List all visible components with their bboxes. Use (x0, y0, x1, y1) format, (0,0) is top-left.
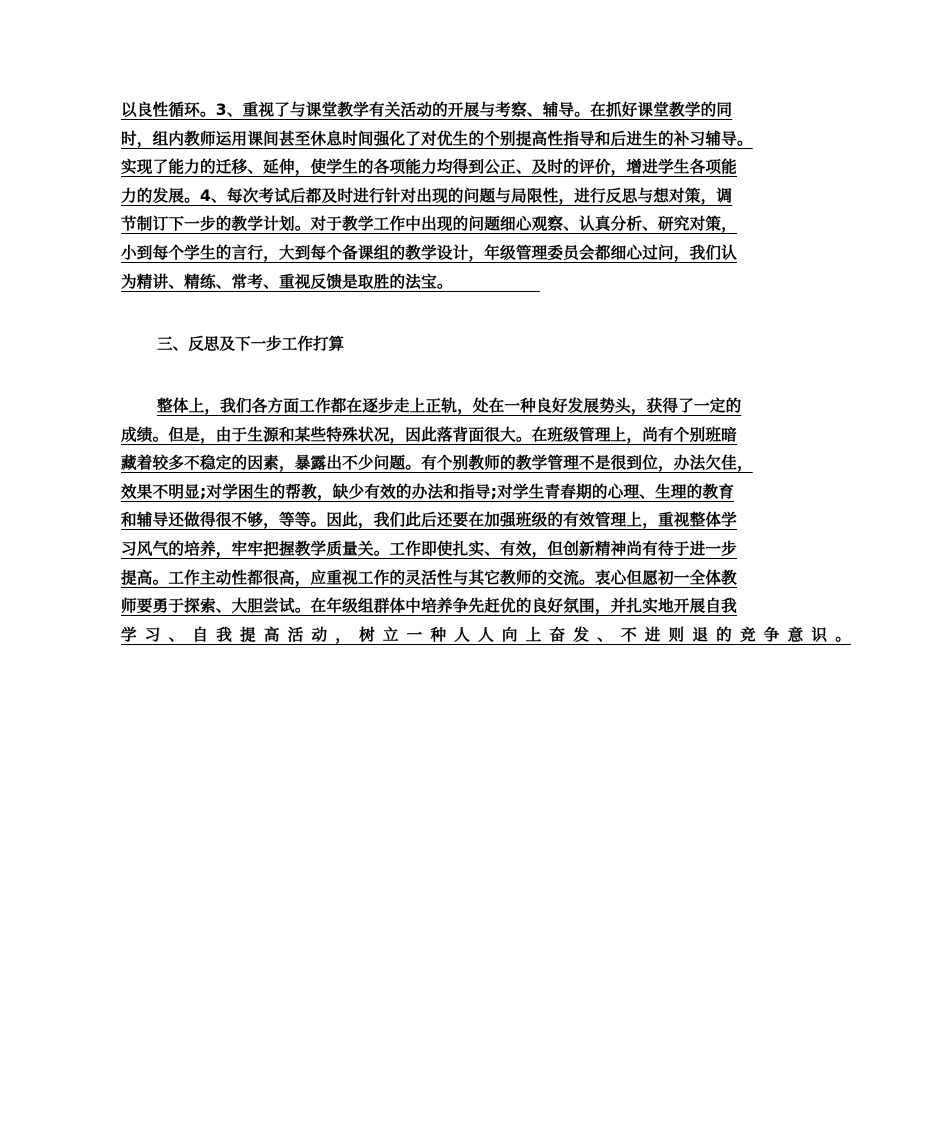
text-line: 整体上，我们各方面工作都在逐步走上正轨，处在一种良好发展势头，获得了一定的 (157, 397, 742, 415)
text-line: 节制订下一步的教学计划。对于教学工作中出现的问题细心观察、认真分析、研究对策， (121, 215, 737, 234)
text-line: 成绩。但是，由于生源和某些特殊状况，因此落背面很大。在班级管理上，尚有个别班暗 (121, 425, 737, 444)
text-line: 提高。工作主动性都很高，应重视工作的灵活性与其它教师的交流。衷心但愿初一全体教 (121, 568, 737, 587)
text-line: 为精讲、精练、常考、重视反馈是取胜的法宝。 (121, 272, 540, 291)
text-line: 时，组内教师运用课间甚至休息时间强化了对优生的个别提高性指导和后进生的补习辅导。 (121, 129, 753, 148)
section-heading: 三、反思及下一步工作打算 (157, 335, 345, 353)
text-line: 习风气的培养，牢牢把握教学质量关。工作即使扎实、有效，但创新精神尚有待于进一步 (121, 539, 737, 558)
text-line: 师要勇于探索、大胆尝试。在年级组群体中培养争先赶优的良好氛围，并扎实地开展自我 (121, 597, 737, 616)
paragraph-teaching-work (121, 96, 851, 296)
text-line: 藏着较多不稳定的因素，暴露出不少问题。有个别教师的教学管理不是很到位，办法欠佳， (121, 454, 753, 473)
text-line: 实现了能力的迁移、延伸，使学生的各项能力均得到公正、及时的评价，增进学生各项能 (121, 158, 737, 177)
text-line: 小到每个学生的言行，大到每个备课组的教学设计，年级管理委员会都细心过问，我们认 (121, 243, 737, 262)
text-line: 学习、自我提高活动，树立一种人人向上奋发、不进则退的竞争意识。 (121, 625, 851, 644)
paragraph-reflection (121, 392, 851, 649)
text-line: 以良性循环。3、重视了与课堂教学有关活动的开展与考察、辅导。在抓好课堂教学的同 (121, 101, 733, 119)
text-line: 和辅导还做得很不够，等等。因此，我们此后还要在加强班级的有效管理上，重视整体学 (121, 511, 737, 530)
text-line: 效果不明显;对学困生的帮教，缺少有效的办法和指导;对学生青春期的心理、生理的教育 (121, 482, 735, 501)
text-line: 力的发展。4、每次考试后都及时进行针对出现的问题与局限性，进行反思与想对策，调 (121, 186, 733, 205)
